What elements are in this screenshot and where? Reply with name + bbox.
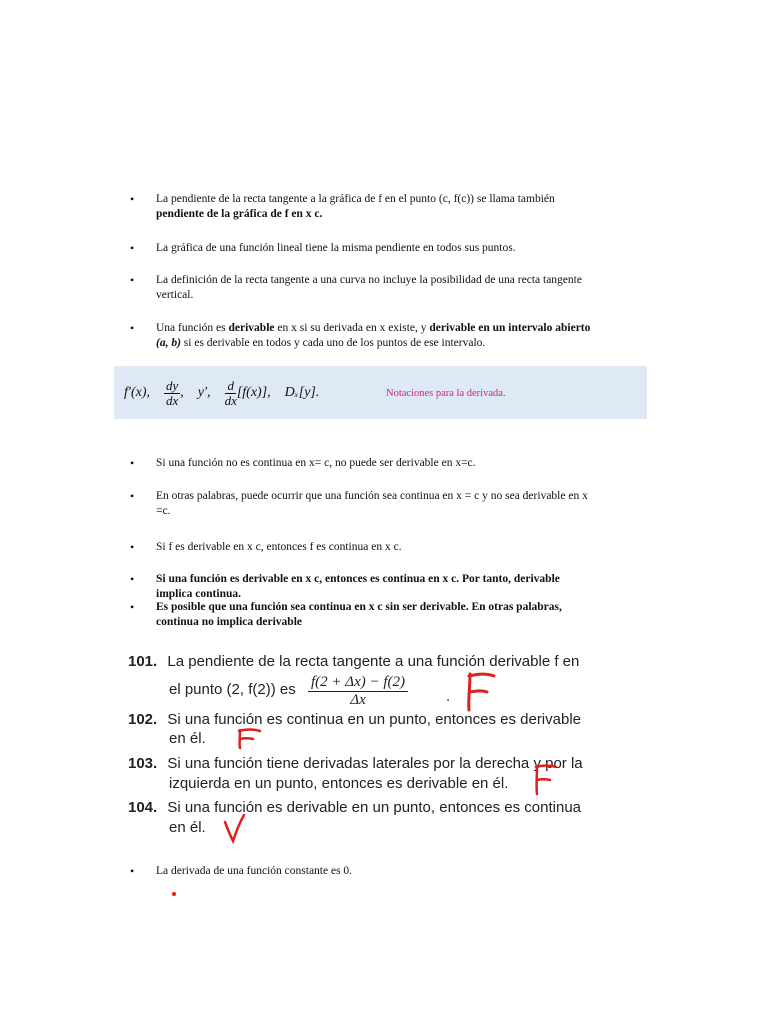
exercise-line (128, 755, 583, 773)
frac-den: dx (224, 392, 237, 408)
notation-f-prime: f′(x), (124, 385, 150, 400)
bullet-text: La pendiente de la recta tangente a la gráfica de f en el punto (c, f(c)) se llama también (156, 193, 555, 205)
frac-den: dx (166, 392, 179, 408)
bullet-dot: • (130, 321, 135, 335)
exercise-period: . (446, 688, 451, 705)
exercise-line (128, 653, 579, 671)
exercise-line (128, 711, 581, 729)
exercise-text: Si una función tiene derivadas laterales por la derecha y por la (167, 755, 583, 772)
exercise-fraction (308, 674, 408, 709)
bullet-dot: • (130, 600, 135, 614)
exercise-number: 103. (128, 755, 158, 772)
exercise-text: izquierda en un punto, entonces es derivable en él. (169, 775, 509, 792)
fraction-numerator: f(2 + Δx) − f(2) (308, 674, 408, 692)
notation-dy-dx (164, 379, 184, 408)
notation-d-dx (225, 379, 271, 408)
notation-box (114, 366, 647, 419)
exercise-text: el punto (2, f(2)) es (169, 681, 296, 698)
notation-bracket: [f(x)], (236, 385, 271, 400)
bullet-text-bold: (a, b) (156, 336, 181, 349)
bullet-dot: • (130, 572, 135, 586)
bullet-text: La gráfica de una función lineal tiene la misma pendiente en todos sus puntos. (156, 242, 516, 254)
bullet-text: vertical. (156, 288, 194, 301)
exercise-number: 104. (128, 799, 158, 816)
bullet-dot: • (130, 241, 135, 255)
frac-num: d (227, 377, 234, 393)
bullet-text: en x si su derivada en x existe, y (274, 322, 430, 334)
bullet-text-bold: pendiente de la gráfica de f en x c. (156, 207, 323, 220)
bullet-text-bold: Si una función es derivable en x c, entonces es continua en x c. Por tanto, derivable (156, 573, 560, 585)
notation-comma: , (180, 385, 184, 400)
exercise-text: Si una función es continua en un punto, entonces es derivable (167, 711, 582, 728)
fraction-denominator: Δx (350, 692, 366, 708)
bullet-text-bold: implica continua. (156, 587, 241, 600)
bullet-text-bold: derivable en un intervalo abierto (429, 322, 591, 334)
exercise-text: La pendiente de la recta tangente a una función derivable f en (167, 653, 580, 670)
exercise-line (169, 775, 508, 793)
exercise-text: en él. (169, 730, 206, 747)
notation-formula (124, 375, 319, 411)
bullet-text: si es derivable en todos y cada uno de los puntos de ese intervalo. (180, 336, 486, 349)
bullet-dot: • (130, 864, 135, 878)
bullet-text: La derivada de una función constante es 0. (156, 865, 353, 877)
bullet-text: Una función es (156, 322, 229, 334)
handwritten-f-mark (462, 668, 498, 714)
notation-y-prime: y′, (197, 385, 211, 400)
exercise-line (169, 681, 296, 699)
notation-dx-y: Dₓ[y]. (284, 385, 320, 400)
bullet-text: =c. (156, 504, 171, 517)
handwritten-f-mark (530, 760, 560, 798)
bullet-dot: • (130, 540, 135, 554)
bullet-text: Si una función no es continua en x= c, no puede ser derivable en x=c. (156, 457, 476, 469)
bullet-dot: • (130, 489, 135, 503)
frac-num: dy (166, 377, 179, 393)
exercise-line (128, 799, 581, 817)
handwritten-check-v-mark (222, 812, 246, 844)
bullet-text: La definición de la recta tangente a una curva no incluye la posibilidad de una recta tangente (156, 274, 582, 286)
handwritten-dot-mark (172, 892, 176, 896)
exercise-number: 101. (128, 653, 158, 670)
bullet-text-bold: derivable (228, 322, 275, 334)
notation-note: Notaciones para la derivada. (386, 388, 506, 399)
exercise-number: 102. (128, 711, 158, 728)
bullet-dot: • (130, 192, 135, 206)
bullet-text: En otras palabras, puede ocurrir que una función sea continua en x = c y no sea derivable en x (156, 490, 588, 502)
handwritten-f-mark (234, 726, 264, 750)
exercise-line (169, 819, 206, 837)
bullet-text-bold: continua no implica derivable (156, 615, 302, 628)
bullet-dot: • (130, 273, 135, 287)
exercise-line (169, 730, 206, 748)
bullet-dot: • (130, 456, 135, 470)
exercise-text: Si una función es derivable en un punto, entonces es continua (167, 799, 582, 816)
bullet-text-bold: Es posible que una función sea continua en x c sin ser derivable. En otras palabras, (156, 601, 562, 613)
exercise-text: en él. (169, 819, 206, 836)
bullet-text: Si f es derivable en x c, entonces f es continua en x c. (156, 541, 402, 553)
